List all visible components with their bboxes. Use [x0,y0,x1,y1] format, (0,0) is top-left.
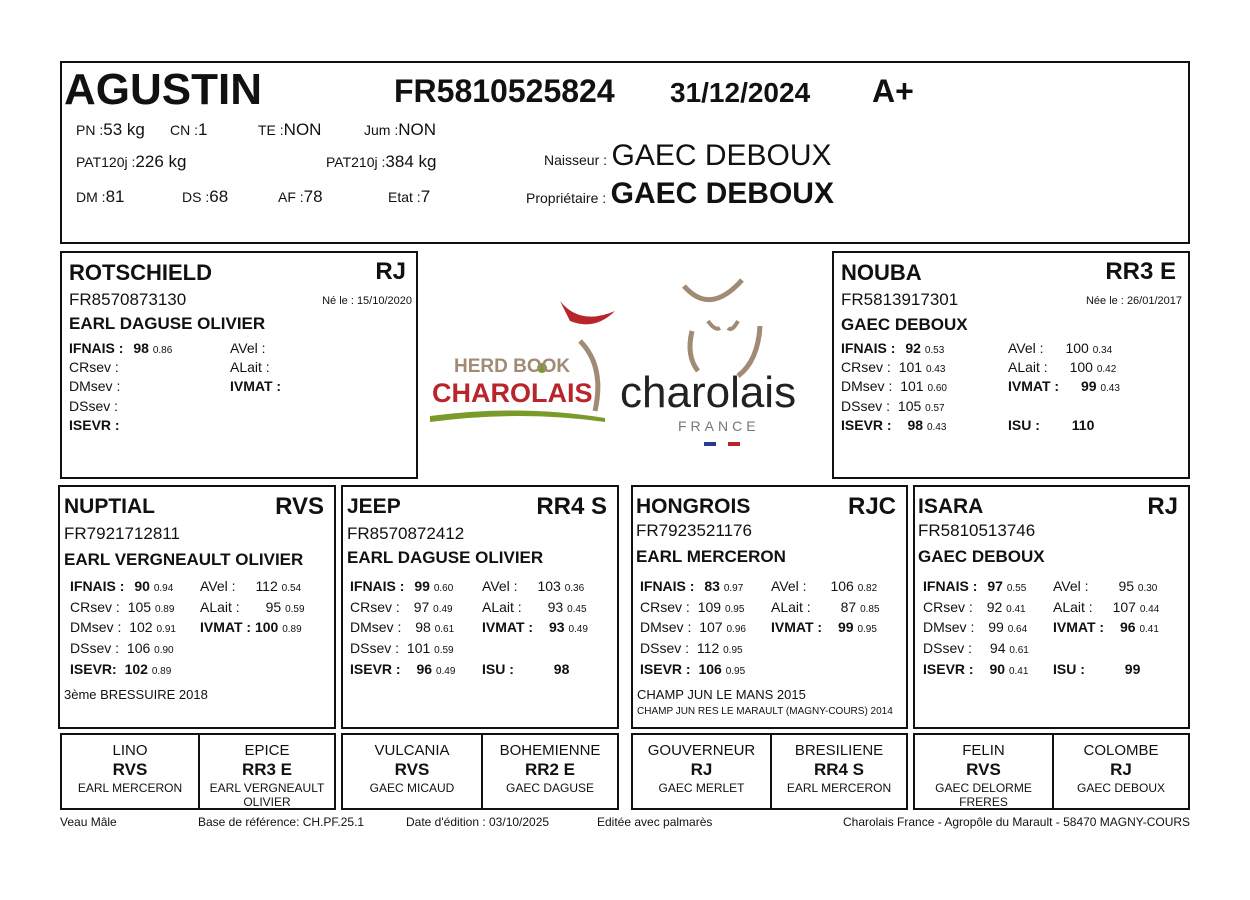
gp-owner: EARL VERGNEAULT OLIVIER [64,550,304,569]
mother-isu: ISU : 110 [1008,417,1095,433]
gp-owner: EARL MERCERON [636,547,786,566]
gp-ivmat: IVMAT : 99 0.95 [771,619,877,635]
gp-code: RR4 S [536,493,607,520]
ggp-box-1 [60,733,336,810]
gp-alait: ALait : 93 0.45 [482,599,587,615]
animal-id: FR5810525824 [394,73,615,109]
father-box [60,251,418,479]
france-word: FRANCE [678,418,760,434]
mother-ifnais: IFNAIS : 92 0.53 [841,340,945,356]
gp-isevr: ISEVR: 102 0.89 [70,661,172,677]
gp-avel: AVel : 112 0.54 [200,578,302,594]
pat120-field: PAT120j :226 kg [76,152,187,171]
mother-dmsev: DMsev : 101 0.60 [841,378,947,394]
ggp-vulcania: VULCANIA RVS GAEC MICAUD [369,742,455,795]
footer-palmares: Editée avec palmarès [597,815,713,829]
footer-base: Base de référence: CH.PF.25.1 [198,815,365,829]
gp-palmares: 3ème BRESSUIRE 2018 [64,687,208,702]
dm-field: DM :81 [76,187,125,206]
animal-name: AGUSTIN [64,65,262,114]
mother-code: RR3 E [1105,258,1176,285]
mother-crsev: CRsev : 101 0.43 [841,359,946,375]
te-field: TE :NON [258,120,322,139]
ggp-box-4 [913,733,1190,810]
flag-icon [704,442,744,446]
ds-field: DS :68 [182,187,229,206]
gp-isevr: ISEVR : 106 0.95 [640,661,746,677]
ggp-bresiliene: BRESILIENE RR4 S EARL MERCERON [786,742,892,795]
ggp-colombe: COLOMBE RJ GAEC DEBOUX [1076,742,1166,795]
gp-dmsev: DMsev : 99 0.64 [923,619,1028,635]
footer-edition: Date d'édition : 03/10/2025 [406,815,550,829]
father-birth: Né le : 15/10/2020 [322,295,412,307]
gp-avel: AVel : 95 0.30 [1053,578,1158,594]
mother-avel: AVel : 100 0.34 [1008,340,1113,356]
herd-book-logo [430,296,620,426]
gp-dmsev: DMsev : 98 0.61 [350,619,455,635]
gp-alait: ALait : 87 0.85 [771,599,880,615]
charolais-france-logo [620,276,830,451]
gp-dssev: DSsev : 112 0.95 [640,640,743,656]
grandparent-box-nuptial [58,485,336,729]
herd-book-charolais: CHAROLAIS [432,378,593,408]
gp-dmsev: DMsev : 102 0.91 [70,619,176,635]
father-code: RJ [375,258,406,285]
herd-book-text: HERD BOOK [454,356,571,377]
father-id: FR8570873130 [69,290,187,309]
father-dssev: DSsev : [69,398,119,414]
gp-name: NUPTIAL [64,495,155,518]
gp-crsev: CRsev : 105 0.89 [70,599,175,615]
mother-ivmat: IVMAT : 99 0.43 [1008,378,1120,394]
gp-isu: ISU : 98 [482,661,570,677]
ggp-epice: EPICE RR3 E EARL VERGNEAULT OLIVIER [209,742,325,809]
ggp-felin: FELIN RVS GAEC DELORME FRERES [935,742,1032,809]
footer-sex: Veau Mâle [60,815,117,829]
gp-alait: ALait : 107 0.44 [1053,599,1160,615]
gp-id: FR7921712811 [64,524,180,543]
gp-ivmat: IVMAT : 96 0.41 [1053,619,1159,635]
father-avel: AVel : [230,340,266,356]
father-dmsev: DMsev : [69,378,121,394]
gp-owner: EARL DAGUSE OLIVIER [347,548,544,567]
evaluation-date: 31/12/2024 [670,77,811,108]
gp-avel: AVel : 106 0.82 [771,578,878,594]
gp-name: ISARA [918,495,984,518]
naisseur-field: Naisseur : GAEC DEBOUX [544,139,832,172]
father-crsev: CRsev : [69,359,119,375]
father-ivmat: IVMAT : [230,378,282,394]
gp-ifnais: IFNAIS : 90 0.94 [70,578,174,594]
gp-ivmat: IVMAT : 93 0.49 [482,619,588,635]
gp-crsev: CRsev : 109 0.95 [640,599,745,615]
mother-name: NOUBA [841,260,922,285]
gp-code: RJC [847,493,896,520]
etat-field: Etat :7 [388,187,431,206]
gp-ifnais: IFNAIS : 97 0.55 [923,578,1027,594]
mother-alait: ALait : 100 0.42 [1008,359,1117,375]
cn-field: CN :1 [170,120,208,139]
gp-code: RVS [275,493,324,520]
mother-dssev: DSsev : 105 0.57 [841,398,945,414]
footer-address: Charolais France - Agropôle du Marault - 58470 MAGNY-COURS [843,815,1191,829]
gp-palmares: CHAMP JUN LE MANS 2015 [637,687,806,702]
gp-id: FR7923521176 [636,521,752,540]
jum-field: Jum :NON [364,120,437,139]
mother-isevr: ISEVR : 98 0.43 [841,417,947,433]
mother-owner: GAEC DEBOUX [841,315,968,334]
gp-dmsev: DMsev : 107 0.96 [640,619,746,635]
father-ifnais: IFNAIS : 98 0.86 [69,340,173,356]
pat210-field: PAT210j :384 kg [326,152,437,171]
mother-box [832,251,1190,479]
mother-id: FR5813917301 [841,290,959,309]
gp-palmares-2: CHAMP JUN RES LE MARAULT (MAGNY-COURS) 2014 [637,706,893,717]
father-name: ROTSCHIELD [69,260,212,285]
ggp-lino: LINO RVS EARL MERCERON [77,742,183,795]
father-isevr: ISEVR : [69,417,120,433]
gp-alait: ALait : 95 0.59 [200,599,305,615]
ggp-box-2 [341,733,619,810]
gp-dssev: DSsev : 106 0.90 [70,640,174,656]
gp-ivmat: IVMAT : 100 0.89 [200,619,302,635]
header-box [60,61,1190,244]
gp-isevr: ISEVR : 96 0.49 [350,661,456,677]
gp-isu: ISU : 99 [1053,661,1141,677]
gp-name: HONGROIS [636,495,751,518]
gp-ifnais: IFNAIS : 99 0.60 [350,578,454,594]
gp-crsev: CRsev : 92 0.41 [923,599,1026,615]
proprietaire-field: Propriétaire : GAEC DEBOUX [526,177,834,210]
gp-name: JEEP [347,495,401,518]
grandparent-box-isara [913,485,1190,729]
gp-dssev: DSsev : 94 0.61 [923,640,1029,656]
grade: A+ [872,73,914,109]
af-field: AF :78 [278,187,323,206]
gp-id: FR5810513746 [918,521,1036,540]
ggp-bohemienne: BOHEMIENNE RR2 E GAEC DAGUSE [499,742,601,795]
gp-id: FR8570872412 [347,524,465,543]
pn-field: PN :53 kg [76,120,145,139]
ggp-gouverneur: GOUVERNEUR RJ GAEC MERLET [647,742,756,795]
gp-owner: GAEC DEBOUX [918,547,1045,566]
mother-birth: Née le : 26/01/2017 [1085,295,1182,307]
gp-isevr: ISEVR : 90 0.41 [923,661,1029,677]
gp-ifnais: IFNAIS : 83 0.97 [640,578,744,594]
father-alait: ALait : [230,359,270,375]
gp-dssev: DSsev : 101 0.59 [350,640,454,656]
father-owner: EARL DAGUSE OLIVIER [69,314,266,333]
charolais-word: charolais [620,368,797,417]
ggp-box-3 [631,733,908,810]
gp-avel: AVel : 103 0.36 [482,578,585,594]
gp-crsev: CRsev : 97 0.49 [350,599,453,615]
grandparent-box-hongrois [631,485,908,729]
gp-code: RJ [1147,493,1178,520]
grandparent-box-jeep [341,485,619,729]
